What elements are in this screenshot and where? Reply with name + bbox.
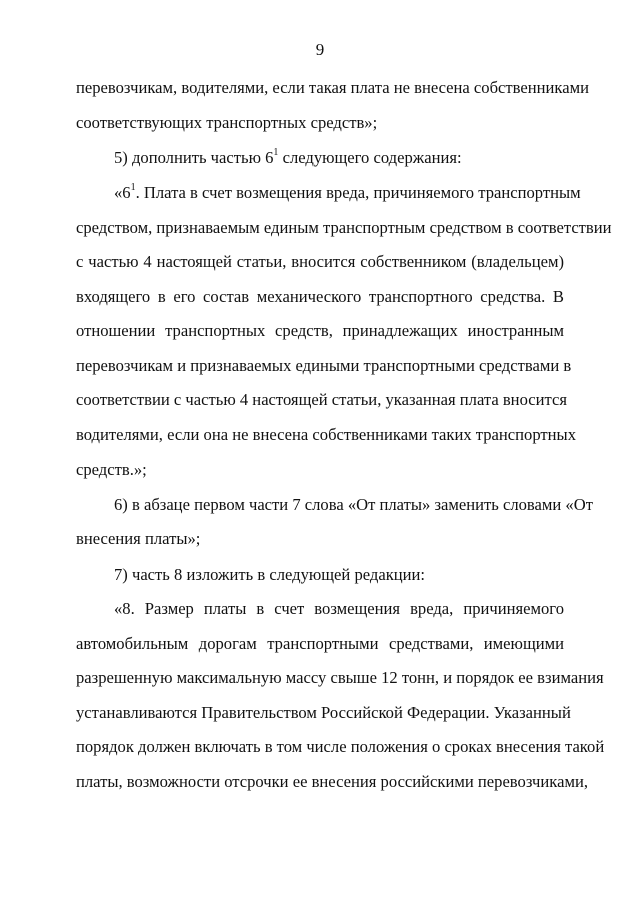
text-line: платы, возможности отсрочки ее внесения российскими перевозчиками,	[76, 772, 588, 791]
page-number: 9	[315, 40, 325, 59]
text-fragment: «6	[114, 183, 131, 202]
text-line: «8. Размер платы в счет возмещения вреда, причиняемого	[114, 599, 564, 618]
text-line: внесения платы»;	[76, 529, 201, 548]
superscript: 1	[273, 147, 279, 159]
text-fragment: . Плата в счет возмещения вреда, причиняемого транспортным	[135, 183, 581, 202]
text-line: автомобильным дорогам транспортными средствами, имеющими	[76, 634, 564, 653]
text-line	[114, 182, 581, 203]
text-line: соответствии с частью 4 настоящей статьи, указанная плата вносится	[76, 390, 567, 409]
text-line: водителями, если она не внесена собственниками таких транспортных	[76, 425, 577, 444]
text-line: 6) в абзаце первом части 7 слова «От платы» заменить словами «От	[114, 495, 593, 514]
text-fragment: 5) дополнить частью 6	[114, 148, 274, 167]
text-line: с частью 4 настоящей статьи, вносится собственником (владельцем)	[76, 252, 564, 271]
text-line: 7) часть 8 изложить в следующей редакции:	[114, 565, 426, 584]
text-line: средств.»;	[76, 460, 147, 479]
superscript: 1	[130, 182, 136, 194]
text-line: перевозчикам, водителями, если такая плата не внесена собственниками	[76, 78, 589, 97]
paragraph-item-5	[114, 148, 564, 168]
text-line: разрешенную максимальную массу свыше 12 тонн, и порядок ее взимания	[76, 668, 604, 687]
text-fragment: следующего содержания:	[282, 148, 462, 167]
text-line: входящего в его состав механического транспортного средства. В	[76, 287, 564, 306]
text-line: средством, признаваемым единым транспортным средством в соответствии	[76, 218, 612, 237]
text-line: перевозчикам и признаваемых едиными транспортными средствами в	[76, 356, 572, 375]
text-line: порядок должен включать в том числе положения о сроках внесения такой	[76, 737, 605, 756]
text-line: устанавливаются Правительством Российской Федерации. Указанный	[76, 703, 571, 722]
text-line: соответствующих транспортных средств»;	[76, 113, 378, 132]
text-line: отношении транспортных средств, принадлежащих иностранным	[76, 321, 564, 340]
